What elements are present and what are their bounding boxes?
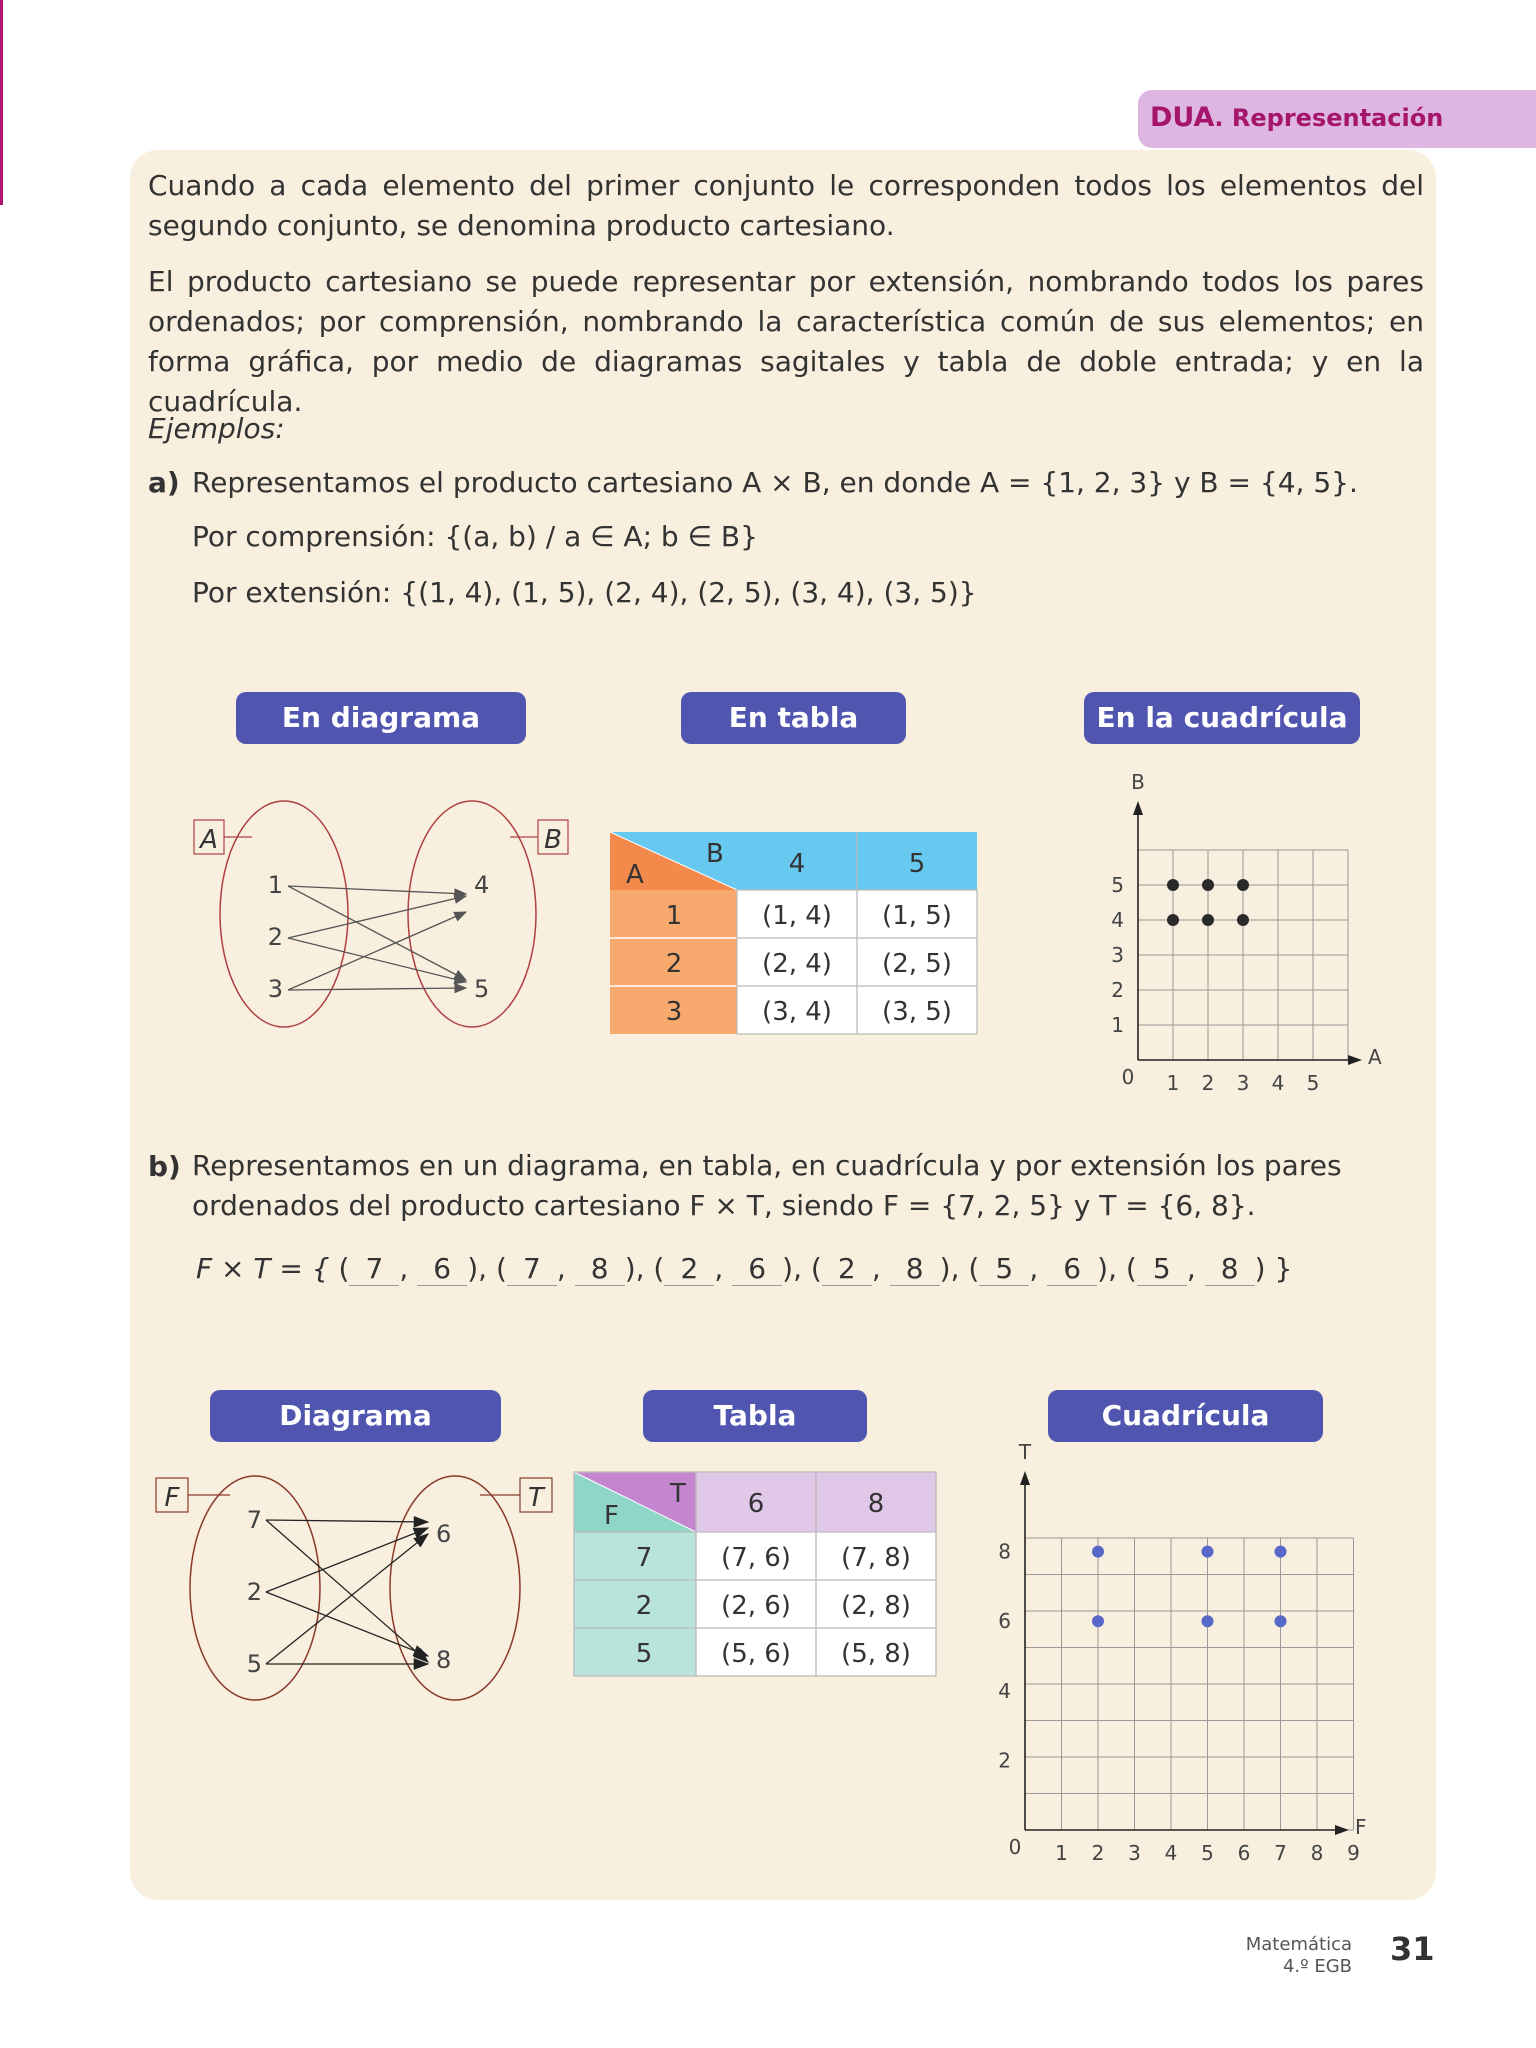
- y-tick-label: 6: [998, 1609, 1011, 1634]
- elem-a-3: 3: [267, 975, 283, 1003]
- table-b-row-5: 5: [635, 1639, 653, 1669]
- answer-blank-first[interactable]: 7: [507, 1252, 557, 1286]
- footer-subject: Matemática: [1245, 1934, 1352, 1955]
- answer-blank-second[interactable]: 6: [417, 1252, 467, 1286]
- table-b: [574, 1472, 939, 1682]
- answer-line: [196, 1252, 1292, 1286]
- table-a-cell: (3, 5): [882, 997, 952, 1027]
- table-b-col-6: 6: [747, 1489, 765, 1519]
- pill-en-la-cuadricula: En la cuadrícula: [1084, 692, 1360, 744]
- grid-point: [1202, 879, 1214, 891]
- answer-pair: ( 5 , 8 ): [1125, 1252, 1266, 1285]
- elem-t-6: 6: [436, 1520, 452, 1548]
- y-axis-label: T: [1018, 1440, 1032, 1464]
- arrow-1-4: [288, 886, 466, 894]
- elem-f-2: 2: [246, 1578, 262, 1606]
- pill-cuadricula: Cuadrícula: [1048, 1390, 1323, 1442]
- elem-t-8: 8: [436, 1646, 452, 1674]
- table-a-cell: (3, 4): [762, 997, 832, 1027]
- set-t-label: T: [528, 1483, 544, 1513]
- intro-paragraph-1: Cuando a cada elemento del primer conjunto le corresponden todos los elementos del segundo conjunto, se denomina producto cartesiano.: [148, 169, 1424, 242]
- answer-blank-second[interactable]: 8: [890, 1252, 940, 1286]
- y-axis-label: B: [1131, 770, 1145, 794]
- x-tick-label: 9: [1347, 1841, 1360, 1865]
- y-tick-label: 2: [1111, 978, 1124, 1002]
- x-tick-label: 5: [1201, 1841, 1214, 1865]
- example-a-statement: Representamos el producto cartesiano A × B, en donde A = {1, 2, 3} y B = {4, 5}.: [192, 466, 1358, 499]
- table-a: [610, 832, 980, 1037]
- table-a-row-3: 3: [665, 997, 683, 1027]
- answer-suffix: }: [1274, 1252, 1293, 1285]
- origin-label: 0: [1008, 1835, 1022, 1859]
- page-edge-bar: [0, 0, 3, 205]
- table-a-col-4: 4: [788, 849, 806, 879]
- table-b-row-2: 2: [635, 1591, 653, 1621]
- dua-label: DUA: [1150, 102, 1215, 133]
- x-tick-label: 2: [1201, 1071, 1215, 1095]
- arrow-3-5: [288, 988, 466, 990]
- grid-point: [1092, 1546, 1104, 1558]
- origin-label: 0: [1121, 1065, 1135, 1089]
- table-b-row-7: 7: [635, 1543, 653, 1573]
- grid-point: [1275, 1546, 1287, 1558]
- arrow-7-8: [266, 1520, 428, 1662]
- x-tick-label: 2: [1091, 1841, 1105, 1865]
- x-tick-label: 3: [1236, 1071, 1250, 1095]
- table-a-row-2: 2: [665, 949, 683, 979]
- grid-point: [1275, 1615, 1287, 1627]
- table-a-col-5: 5: [908, 849, 926, 879]
- diagram-b: [150, 1470, 570, 1730]
- table-a-cell: (2, 5): [882, 949, 952, 979]
- arrow-2-4: [288, 896, 466, 938]
- answer-pair: ( 2 , 8 ),: [810, 1252, 969, 1285]
- arrow-2-8: [266, 1592, 428, 1656]
- grid-point: [1202, 1615, 1214, 1627]
- diagram-a: [180, 800, 580, 1060]
- x-tick-label: 4: [1271, 1071, 1285, 1095]
- page-number: 31: [1390, 1930, 1435, 1968]
- elem-b-5: 5: [474, 975, 490, 1003]
- arrow-1-5: [288, 886, 466, 980]
- grid-point: [1202, 1546, 1214, 1558]
- table-b-cell: (7, 8): [841, 1543, 911, 1573]
- answer-blank-first[interactable]: 5: [1137, 1252, 1187, 1286]
- footer-grade: 4.º EGB: [1282, 1956, 1352, 1977]
- y-tick-label: 2: [998, 1748, 1011, 1773]
- examples-title: Ejemplos:: [148, 412, 285, 445]
- x-axis-arrow: [1335, 1825, 1349, 1835]
- grid-point: [1167, 914, 1179, 926]
- intro-paragraph-2: El producto cartesiano se puede representar por extensión, nombrando todos los pares ordenados; por comprensión, nombrando la característica común de sus elementos; en forma gráfica, por medio de diagramas sagitales y tabla de doble entrada; y en la cuadrícula.: [148, 265, 1424, 418]
- set-a-ellipse: [220, 801, 348, 1027]
- table-a-row-1: 1: [665, 901, 683, 931]
- set-t-ellipse: [390, 1476, 520, 1700]
- elem-f-5: 5: [246, 1650, 262, 1678]
- pill-en-diagrama: En diagrama: [236, 692, 526, 744]
- x-tick-label: 3: [1128, 1841, 1141, 1865]
- set-f-label: F: [164, 1483, 180, 1513]
- elem-a-2: 2: [267, 923, 283, 951]
- x-tick-label: 7: [1274, 1841, 1287, 1865]
- table-a-cell: (1, 5): [882, 901, 952, 931]
- table-b-cell: (2, 6): [721, 1591, 791, 1621]
- y-tick-label: 4: [998, 1678, 1011, 1703]
- answer-blank-second[interactable]: 8: [1205, 1252, 1255, 1286]
- set-b-label: B: [544, 825, 562, 855]
- answer-pair: ( 7 , 8 ),: [495, 1252, 654, 1285]
- answer-blank-first[interactable]: 7: [349, 1252, 399, 1286]
- grid-point: [1237, 914, 1249, 926]
- answer-pair: ( 5 , 6 ),: [968, 1252, 1126, 1285]
- example-a-extension: Por extensión: {(1, 4), (1, 5), (2, 4), (2, 5), (3, 4), (3, 5)}: [192, 576, 977, 609]
- table-b-cell: (5, 6): [721, 1639, 791, 1669]
- arrow-5-6: [266, 1534, 428, 1664]
- x-tick-label: 4: [1164, 1841, 1178, 1865]
- arrow-2-5: [288, 938, 466, 982]
- y-tick-label: 3: [1111, 943, 1124, 967]
- answer-blank-first[interactable]: 2: [664, 1252, 714, 1286]
- x-tick-label: 1: [1166, 1071, 1180, 1095]
- example-a-label: a): [148, 466, 180, 499]
- pill-tabla: Tabla: [643, 1390, 867, 1442]
- answer-blank-first[interactable]: 2: [822, 1252, 872, 1286]
- table-b-cell: (7, 6): [721, 1543, 791, 1573]
- table-b-cell: (5, 8): [841, 1639, 911, 1669]
- elem-a-1: 1: [267, 871, 283, 899]
- arrow-3-4: [288, 912, 466, 990]
- dua-heading: [1150, 102, 1443, 133]
- y-tick-label: 4: [1111, 908, 1124, 932]
- table-a-cell: (1, 4): [762, 901, 832, 931]
- example-b-label: b): [148, 1150, 181, 1183]
- y-axis-arrow: [1133, 801, 1143, 815]
- grid-point: [1092, 1615, 1104, 1627]
- table-b-corner-row: F: [604, 1501, 619, 1531]
- y-tick-label: 8: [998, 1539, 1011, 1564]
- table-b-cell: (2, 8): [841, 1591, 911, 1621]
- pill-diagrama: Diagrama: [210, 1390, 501, 1442]
- x-tick-label: 6: [1237, 1841, 1251, 1865]
- answer-pairs: [338, 1252, 1265, 1285]
- set-a-label: A: [200, 825, 218, 855]
- grid-point: [1202, 914, 1214, 926]
- set-b-ellipse: [408, 801, 536, 1027]
- y-tick-label: 1: [1111, 1013, 1124, 1037]
- grid-b: [980, 1440, 1420, 1875]
- answer-blank-second[interactable]: 6: [732, 1252, 782, 1286]
- dua-section: . Representación: [1214, 104, 1444, 132]
- table-a-cell: (2, 4): [762, 949, 832, 979]
- y-tick-label: 5: [1111, 873, 1124, 897]
- grid-point: [1167, 879, 1179, 891]
- x-tick-label: 8: [1310, 1841, 1324, 1865]
- table-b-col-8: 8: [867, 1489, 885, 1519]
- grid-point: [1237, 879, 1249, 891]
- table-b-corner-col: T: [670, 1479, 686, 1509]
- grid-a: [1100, 770, 1400, 1095]
- x-tick-label: 5: [1306, 1071, 1320, 1095]
- answer-blank-first[interactable]: 5: [979, 1252, 1029, 1286]
- example-b-statement: Representamos en un diagrama, en tabla, en cuadrícula y por extensión los pares ordenados del producto cartesiano F × T, siendo F = {7, 2, 5} y T = {6, 8}.: [192, 1149, 1342, 1222]
- example-a-comprehension: Por comprensión: {(a, b) / a ∈ A; b ∈ B}: [192, 520, 758, 553]
- elem-b-4: 4: [474, 871, 490, 899]
- arrow-2-6: [266, 1528, 428, 1592]
- answer-prefix: F × T = {: [196, 1252, 330, 1285]
- pill-en-tabla: En tabla: [681, 692, 906, 744]
- answer-pair: ( 7 , 6 ),: [338, 1252, 496, 1285]
- elem-f-7: 7: [246, 1506, 262, 1534]
- x-axis-arrow: [1348, 1055, 1362, 1065]
- x-tick-label: 1: [1055, 1841, 1068, 1865]
- y-axis-arrow: [1020, 1471, 1030, 1485]
- x-axis-label: F: [1355, 1815, 1367, 1839]
- table-a-corner-row: A: [626, 860, 644, 890]
- answer-blank-second[interactable]: 6: [1047, 1252, 1097, 1286]
- table-a-corner-col: B: [706, 839, 724, 869]
- answer-pair: ( 2 , 6 ),: [653, 1252, 811, 1285]
- x-axis-label: A: [1368, 1045, 1382, 1069]
- answer-blank-second[interactable]: 8: [575, 1252, 625, 1286]
